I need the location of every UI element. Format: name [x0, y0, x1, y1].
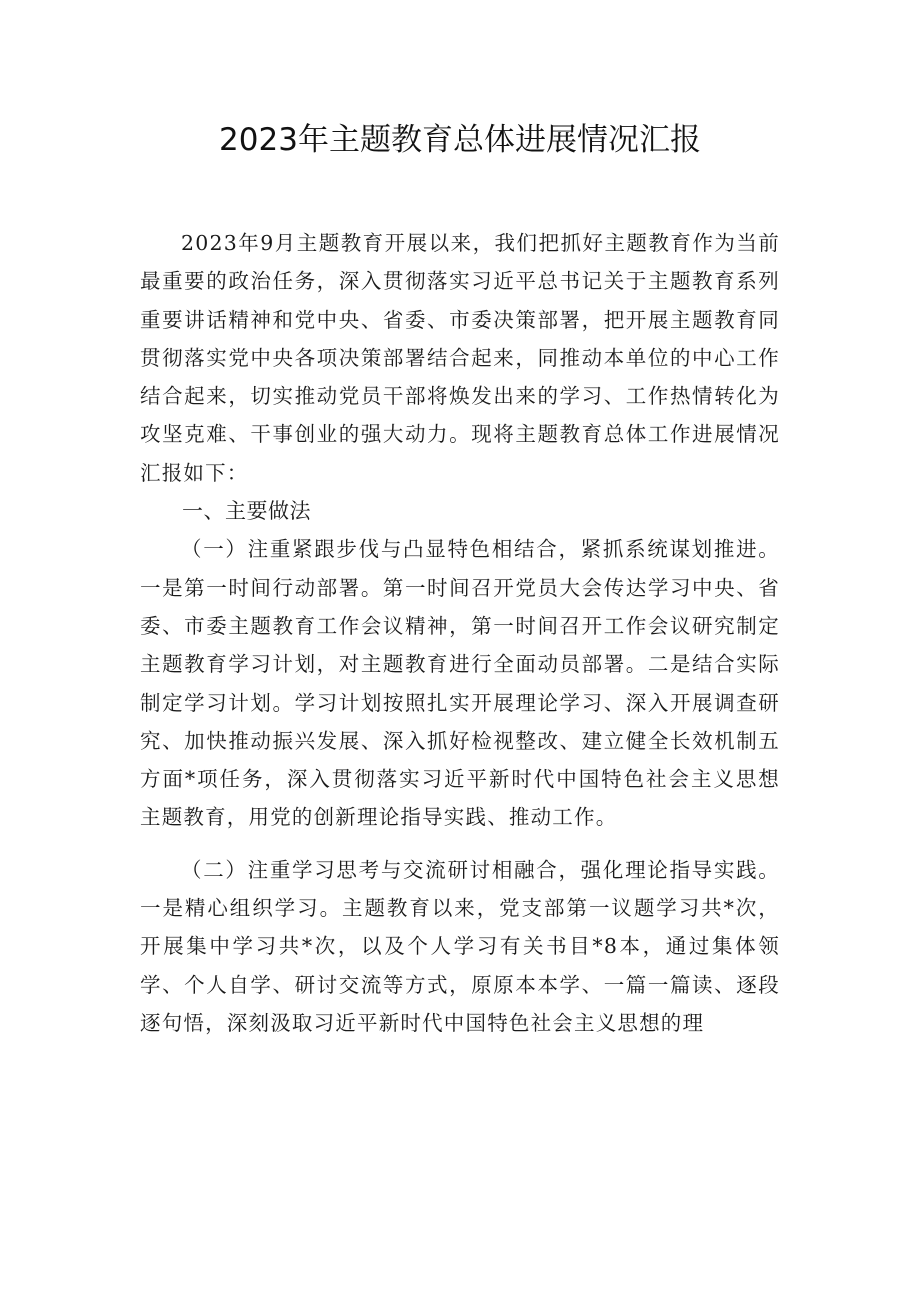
section-heading-main-practices: 一、主要做法 — [182, 499, 311, 524]
intro-paragraph: 2023年9月主题教育开展以来，我们把抓好主题教育作为当前最重要的政治任务，深入贯彻落实习近平总书记关于主题教育系列重要讲话精神和党中央、省委、市委决策部署，把开展主题教育同贯彻落实党中央各项决策部署结合起来，同推动本单位的中心工作结合起来，切实推动党员干部将焕发出来的学习、工作热情转化为攻坚克难、干事创业的强大动力。现将主题教育总体工作进展情况汇报如下： — [140, 231, 780, 485]
document-title: 2023年主题教育总体进展情况汇报 — [219, 122, 701, 158]
paragraph-spacer — [140, 837, 780, 851]
item-2-paragraph: （二）注重学习思考与交流研讨相融合，强化理论指导实践。一是精心组织学习。主题教育以来，党支部第一议题学习共*次，开展集中学习共*次，以及个人学习有关书目*8本，通过集体领学、个人自学、研讨交流等方式，原原本本学、一篇一篇读、逐段逐句悟，深刻汲取习近平新时代中国特色社会主义思想的理 — [140, 857, 780, 1035]
document-body — [140, 224, 780, 1042]
item-1-paragraph: （一）注重紧跟步伐与凸显特色相结合，紧抓系统谋划推进。一是第一时间行动部署。第一时间召开党员大会传达学习中央、省委、市委主题教育工作会议精神，第一时间召开工作会议研究制定主题教育学习计划，对主题教育进行全面动员部署。二是结合实际制定学习计划。学习计划按照扎实开展理论学习、深入开展调查研究、加快推动振兴发展、深入抓好检视整改、建立健全长效机制五方面*项任务，深入贯彻落实习近平新时代中国特色社会主义思想主题教育，用党的创新理论指导实践、推动工作。 — [140, 537, 780, 830]
